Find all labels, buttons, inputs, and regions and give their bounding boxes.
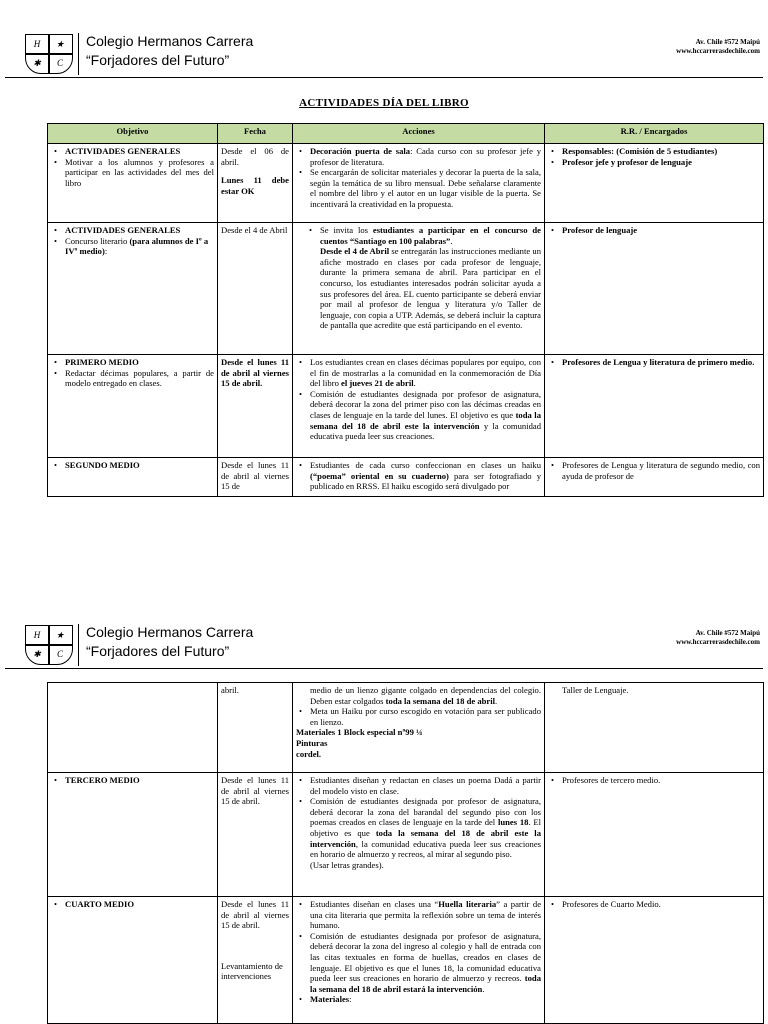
list-item: • Comisión de estudiantes designada por profesor de asignatura, deberá decorar la zona del ingreso al colegio y hall de entrada con las citas textuales en forma de huellas, creados en clases de lenguaje. El objetivo es que el lunes 18, la comunidad educativa pueda leer sus creaciones en horario de almuerzo y recreos. toda la semana del 18 de abril estará la intervención. [310, 931, 541, 995]
list-item: • Profesor de lenguaje [562, 225, 760, 236]
fecha-cell: Desde el lunes 11 de abril al viernes 15 de abril. [218, 355, 293, 458]
school-heading [86, 32, 253, 70]
acciones-cell [293, 144, 545, 223]
acciones-cell: • Estudiantes diseñan y redactan en clases un poema Dadá a partir del modelo visto en clase. • Comisión de estudiantes designada por profesor de asignatura, deberá decorar la zona del barandal del segundo piso con los poemas creados en clases de lenguaje en la tarde del lunes 18. El objetivo es que toda la semana del 18 de abril este la intervención, la comunidad educativa pueda leer sus creaciones en horario de almuerzo y recreos, al mirar al segundo piso. (Usar letras grandes). [293, 773, 545, 897]
objetivo-cell [48, 223, 218, 355]
objetivo-cell [48, 773, 218, 897]
page-1 [0, 28, 768, 88]
document-title: ACTIVIDADES DÍA DEL LIBRO [299, 97, 469, 109]
school-website[interactable]: www.hccarrerasdechile.com [676, 638, 760, 646]
list-item: • CUARTO MEDIO [65, 899, 214, 910]
logo-letter-h: H [33, 630, 41, 640]
list-item: • Estudiantes diseñan y redactan en clases un poema Dadá a partir del modelo visto en clase. [310, 775, 541, 796]
objetivo-cell [48, 355, 218, 458]
list-item: • Estudiantes diseñan en clases una “Huella literaria” a partir de una cita literaria que permita la reflexión sobre un tema de interés humano. [310, 899, 541, 931]
fecha-cell: Desde el lunes 11 de abril al viernes 15 de abril. [218, 773, 293, 897]
acciones-cell: medio de un lienzo gigante colgado en dependencias del colegio. Deben estar colgados toda la semana del 18 de abril. • Meta un Haiku por curso escogido en votación para ser publicado en lienzo. Materiales 1 Block especial nº99 ¼ Pinturas cordel. [293, 683, 545, 773]
school-logo [25, 625, 73, 665]
list-item: • PRIMERO MEDIO [65, 357, 214, 368]
fecha-cell: abril. [218, 683, 293, 773]
list-item: • ACTIVIDADES GENERALES [65, 146, 214, 157]
fecha-cell: Desde el lunes 11 de abril al viernes 15 de abril. Levantamiento de intervenciones [218, 897, 293, 1024]
table-row [48, 355, 764, 458]
logo-letter-h: H [33, 39, 41, 49]
objetivo-cell [48, 683, 218, 773]
list-item: • Profesores de Cuarto Medio. [562, 899, 760, 910]
logo-star-icon: ★ [55, 38, 65, 49]
header-rule [5, 77, 763, 78]
school-address: Av. Chile #572 Maipú [695, 629, 760, 637]
activities-table-page-2 [47, 682, 764, 1024]
list-item: • Profesores de tercero medio. [562, 775, 760, 786]
table-row [48, 773, 764, 897]
col-header-encargados: R.R. / Encargados [545, 124, 764, 144]
acciones-cell [293, 355, 545, 458]
table-row [48, 144, 764, 223]
list-item: • Redactar décimas populares, a partir de modelo entregado en clases. [65, 368, 214, 389]
school-logo [25, 34, 73, 74]
school-name: Colegio Hermanos Carrera [86, 624, 254, 640]
list-item: • TERCERO MEDIO [65, 775, 214, 786]
fecha-cell: Desde el lunes 11 de abril al viernes 15 de [218, 458, 293, 497]
table-row [48, 458, 764, 497]
header-rule [5, 668, 763, 669]
objetivo-cell [48, 897, 218, 1024]
fecha-cell: Desde el 06 de abril. Lunes 11 debe estar OK [218, 144, 293, 223]
list-item: • Los estudiantes crean en clases décimas populares por equipo, con el fin de mostrarlas a la comunidad en la conmemoración de Día del libro el jueves 21 de abril. [310, 357, 541, 389]
table-row [48, 683, 764, 773]
header-divider [78, 624, 79, 666]
list-item: • Concurso literario (para alumnos de Iº a IVº medio): [65, 236, 214, 257]
list-item: • Profesor jefe y profesor de lenguaje [562, 157, 760, 168]
list-item: • ACTIVIDADES GENERALES [65, 225, 214, 236]
list-item: • Motivar a los alumnos y profesores a participar en las actividades del mes del libro [65, 157, 214, 189]
list-item: • Comisión de estudiantes designada por profesor de asignatura, deberá decorar la zona del primer piso con las décimas creadas en clases de lenguaje en la tarde del lunes. El objetivo es que toda la semana del 18 de abril este la intervención y la comunidad educativa pueda leer sus creaciones. [310, 389, 541, 442]
encargados-cell [545, 773, 764, 897]
list-item: • Decoración puerta de sala: Cada curso con su profesor jefe y profesor de literatura. [310, 146, 541, 167]
encargados-cell [545, 223, 764, 355]
logo-letter-c: C [56, 58, 63, 68]
logo-asterisk-icon: ✱ [33, 57, 41, 68]
school-name: Colegio Hermanos Carrera [86, 33, 254, 49]
table-row [48, 897, 764, 1024]
school-contact [676, 38, 760, 56]
table-header-row [48, 124, 764, 144]
encargados-cell: Taller de Lenguaje. [545, 683, 764, 773]
page-header [0, 28, 768, 88]
school-heading [86, 623, 253, 661]
objetivo-cell [48, 144, 218, 223]
logo-letter-c: C [56, 649, 63, 659]
page-2 [0, 619, 768, 679]
list-item: • Profesores de Lengua y literatura de primero medio. [562, 357, 760, 368]
acciones-cell [293, 897, 545, 1024]
school-contact [676, 629, 760, 647]
list-item: • Materiales: [310, 994, 541, 1005]
list-item: • Responsables: (Comisión de 5 estudiantes) [562, 146, 760, 157]
encargados-cell [545, 897, 764, 1024]
col-header-fecha: Fecha [218, 124, 293, 144]
list-item: • Se encargarán de solicitar materiales y decorar la puerta de la sala, según la temática de su libro mensual. Debe señalarse claramente el nombre del libro y el autor en un lugar visible de la puerta. Se incentivará la creatividad en la propuesta. [310, 167, 541, 209]
col-header-objetivo: Objetivo [48, 124, 218, 144]
school-website[interactable]: www.hccarrerasdechile.com [676, 47, 760, 55]
list-item: • Profesores de Lengua y literatura de segundo medio, con ayuda de profesor de [562, 460, 760, 481]
logo-asterisk-icon: ✱ [33, 648, 41, 659]
logo-star-icon: ★ [55, 629, 65, 640]
fecha-cell: Desde el 4 de Abril [218, 223, 293, 355]
objetivo-cell [48, 458, 218, 497]
encargados-cell [545, 144, 764, 223]
list-item: • Estudiantes de cada curso confeccionan en clases un haiku (“poema” oriental en su cuaderno) para ser fotografiado y publicado en RRSS. El haiku escogido será divulgado por [310, 460, 541, 492]
school-motto: “Forjadores del Futuro” [86, 643, 230, 659]
acciones-cell [293, 458, 545, 497]
header-divider [78, 33, 79, 75]
page-header [0, 619, 768, 679]
list-item: • Meta un Haiku por curso escogido en votación para ser publicado en lienzo. [310, 706, 541, 727]
acciones-cell: • Se invita los estudiantes a participar en el concurso de cuentos “Santiago en 100 palabras”. Desde el 4 de Abril se entregarán las instrucciones mediante un afiche mostrado en clases por cada profesor de lenguaje, durante la primera semana de abril. Para participar en el concurso, los estudiantes interesados podrán solicitar ayuda a sus profesores del área. EL cuento participante se deberá enviar por mail al profesor de lengua y literatura y/o Taller de lenguaje, con copia a UTP. Además, se deberá incluir la captura de pantalla que acredite que está participando en el evento. [293, 223, 545, 355]
list-item: • Comisión de estudiantes designada por profesor de asignatura, deberá decorar la zona del barandal del segundo piso con los poemas creados en clases de lenguaje en la tarde del lunes 18. El objetivo es que toda la semana del 18 de abril este la intervención, la comunidad educativa pueda leer sus creaciones en horario de almuerzo y recreos, al mirar al segundo piso. [310, 796, 541, 860]
table-row [48, 223, 764, 355]
list-item: • SEGUNDO MEDIO [65, 460, 214, 471]
col-header-acciones: Acciones [293, 124, 545, 144]
encargados-cell [545, 458, 764, 497]
activities-table-page-1 [47, 123, 764, 497]
encargados-cell [545, 355, 764, 458]
school-address: Av. Chile #572 Maipú [695, 38, 760, 46]
list-item: • Se invita los estudiantes a participar en el concurso de cuentos “Santiago en 100 palabras”. [320, 225, 541, 246]
school-motto: “Forjadores del Futuro” [86, 52, 230, 68]
